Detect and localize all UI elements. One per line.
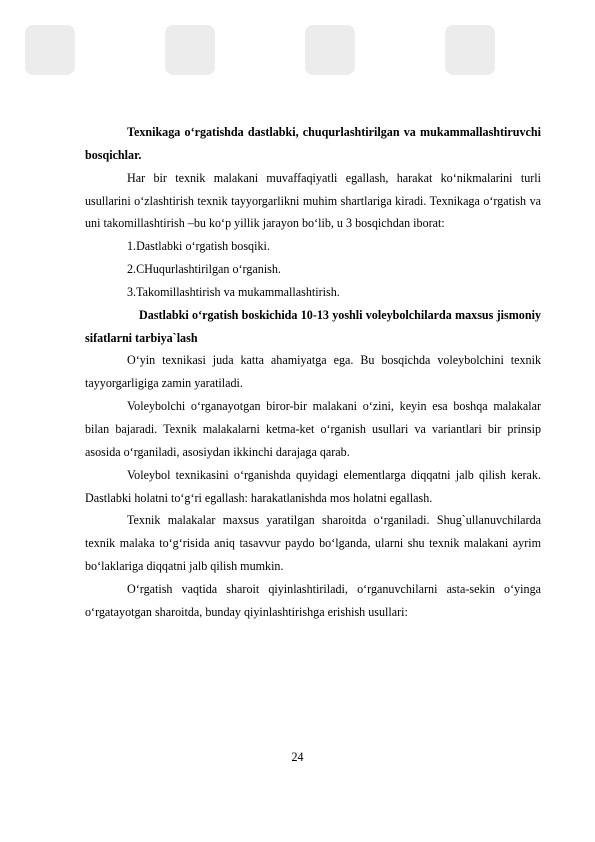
watermark-logo-icon (300, 20, 360, 80)
paragraph: Har bir texnik malakani muvaffaqiyatli egallash, harakat ko‘nikmalarini turli usullarini o‘zlashtirish texnik tayyorgarlikni muhim shartlariga kiradi. Texnikaga o‘rgatish va uni takomillashtirish –bu ko‘p yillik jarayon bo‘lib, u 3 bosqichdan iborat: (85, 170, 541, 231)
list-item: 1.Dastlabki o‘rgatish bosqiki. (127, 239, 270, 254)
paragraph: Voleybol texnikasini o‘rganishda quyidagi elementlarga diqqatni jalb qilish kerak. Dastlabki holatni to‘g‘ri egallash: harakatlanishda mos holatni egallash. (85, 467, 541, 505)
watermark-logo-icon (160, 20, 220, 80)
paragraph: O‘yin texnikasi juda katta ahamiyatga ega. Bu bosqichda voleybolchini texnik tayyorgarligiga zamin yaratiladi. (85, 353, 541, 391)
list-item: 2.CHuqurlashtirilgan o‘rganish. (127, 262, 281, 277)
list-item: 3.Takomillashtirish va mukammallashtirish. (127, 284, 340, 299)
watermark-logo-icon (20, 20, 80, 80)
watermark-logo-icon (440, 20, 500, 80)
paragraph: Texnik malakalar maxsus yaratilgan sharoitda o‘rganiladi. Shug`ullanuvchilarda texnik malaka to‘g‘risida aniq tasavvur paydo bo‘lganda, ularni shu texnik malakani ayrim bo‘laklariga diqqatni jalb qilish mumkin. (85, 513, 541, 574)
paragraph: O‘rgatish vaqtida sharoit qiyinlashtiriladi, o‘rganuvchilarni asta-sekin o‘yinga o‘rgatayotgan sharoitda, bunday qiyinlashtirishga erishish usullari: (85, 581, 541, 619)
subsection-heading: Dastlabki o‘rgatish boskichida 10-13 yoshli voleybolchilarda maxsus jismoniy sifatlarni tarbiya`lash (85, 307, 541, 345)
document-body (85, 121, 541, 624)
section-heading: Texnikaga o‘rgatishda dastlabki, chuqurlashtirilgan va mukammallashtiruvchi bosqichlar. (85, 125, 541, 162)
paragraph: Voleybolchi o‘rganayotgan biror-bir malakani o‘zini, keyin esa boshqa malakalar bilan bajaradi. Texnik malakalarni ketma-ket o‘rganish usullari va variantlari bir prinsip asosida o‘rganiladi, asosiydan ikkinchi darajaga qarab. (85, 399, 541, 459)
page-number: 24 (291, 750, 304, 764)
